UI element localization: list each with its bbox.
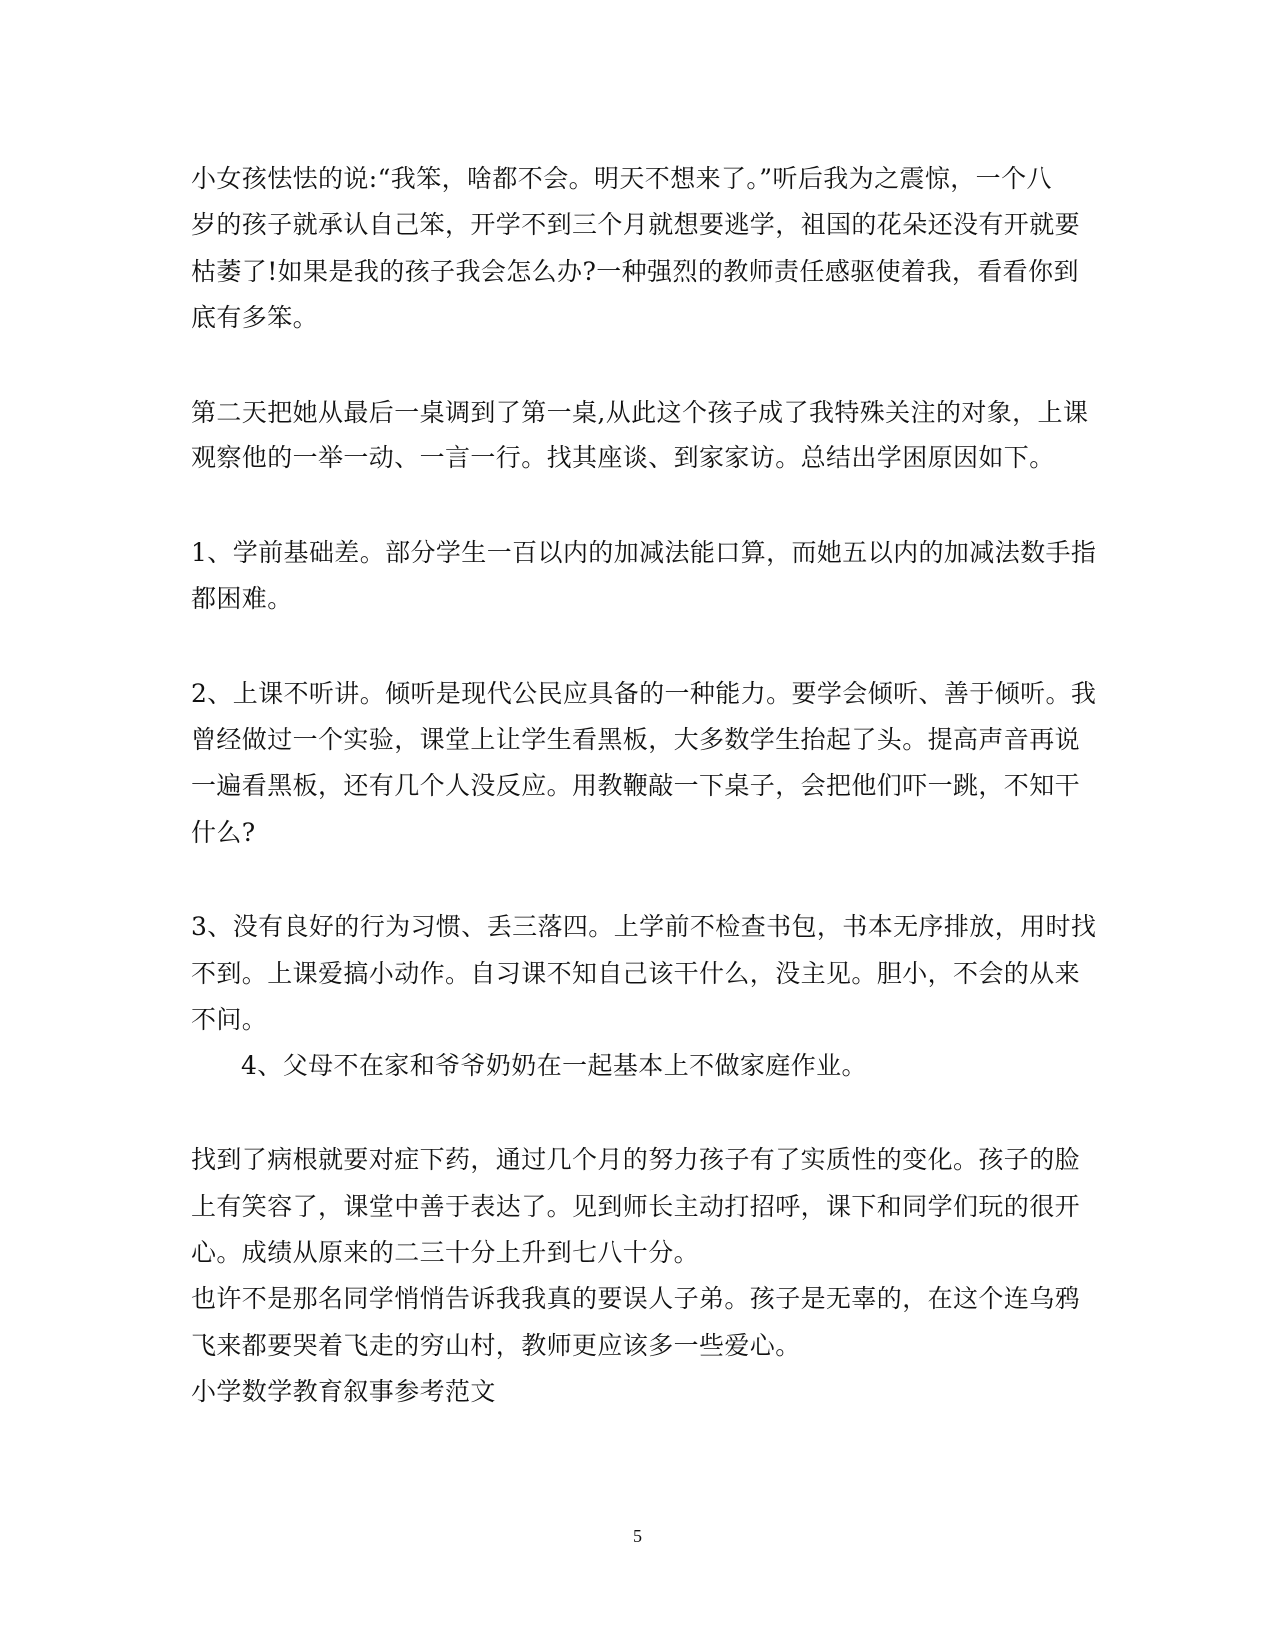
paragraph-1-line-4: 底有多笨。 <box>191 303 319 332</box>
result-paragraph-line-2: 上有笑容了，课堂中善于表达了。见到师长主动打招呼，课下和同学们玩的很开 <box>191 1192 1081 1221</box>
paragraph-1-line-2: 岁的孩子就承认自己笨，开学不到三个月就想要逃学，祖国的花朵还没有开就要 <box>191 210 1081 239</box>
page-number: 5 <box>633 1526 642 1546</box>
item-1-line-2: 都困难。 <box>191 584 293 613</box>
closing-title-line: 小学数学教育叙事参考范文 <box>191 1377 496 1406</box>
paragraph-2-line-2: 观察他的一举一动、一言一行。找其座谈、到家家访。总结出学困原因如下。 <box>191 443 1055 472</box>
item-2-line-3: 一遍看黑板，还有几个人没反应。用教鞭敲一下桌子，会把他们吓一跳，不知干 <box>191 771 1081 800</box>
item-2-line-1: 2、上课不听讲。倾听是现代公民应具备的一种能力。要学会倾听、善于倾听。我 <box>191 679 1097 708</box>
item-3-line-1: 3、没有良好的行为习惯、丢三落四。上学前不检查书包，书本无序排放，用时找 <box>191 912 1097 941</box>
item-1-line-1: 1、学前基础差。部分学生一百以内的加减法能口算，而她五以内的加减法数手指 <box>191 538 1097 567</box>
paragraph-1-line-1: 小女孩怯怯的说:“我笨，啥都不会。明天不想来了。”听后我为之震惊，一个八 <box>191 164 1052 193</box>
paragraph-2-line-1: 第二天把她从最后一桌调到了第一桌,从此这个孩子成了我特殊关注的对象，上课 <box>191 398 1089 427</box>
result-paragraph-line-3: 心。成绩从原来的二三十分上升到七八十分。 <box>191 1238 700 1267</box>
reflection-paragraph-line-1: 也许不是那名同学悄悄告诉我我真的要误人子弟。孩子是无辜的，在这个连乌鸦 <box>191 1284 1081 1313</box>
paragraph-1-line-3: 枯萎了!如果是我的孩子我会怎么办?一种强烈的教师责任感驱使着我，看看你到 <box>191 257 1079 286</box>
result-paragraph-line-1: 找到了病根就要对症下药，通过几个月的努力孩子有了实质性的变化。孩子的脸 <box>191 1145 1081 1174</box>
item-3-line-2: 不到。上课爱搞小动作。自习课不知自己该干什么，没主见。胆小，不会的从来 <box>191 959 1081 988</box>
item-4-line-1: 4、父母不在家和爷爷奶奶在一起基本上不做家庭作业。 <box>241 1051 867 1080</box>
item-2-line-2: 曾经做过一个实验，课堂上让学生看黑板，大多数学生抬起了头。提高声音再说 <box>191 725 1081 754</box>
reflection-paragraph-line-2: 飞来都要哭着飞走的穷山村，教师更应该多一些爱心。 <box>191 1331 801 1360</box>
item-3-line-3: 不问。 <box>191 1005 268 1034</box>
item-2-line-4: 什么? <box>191 818 256 847</box>
